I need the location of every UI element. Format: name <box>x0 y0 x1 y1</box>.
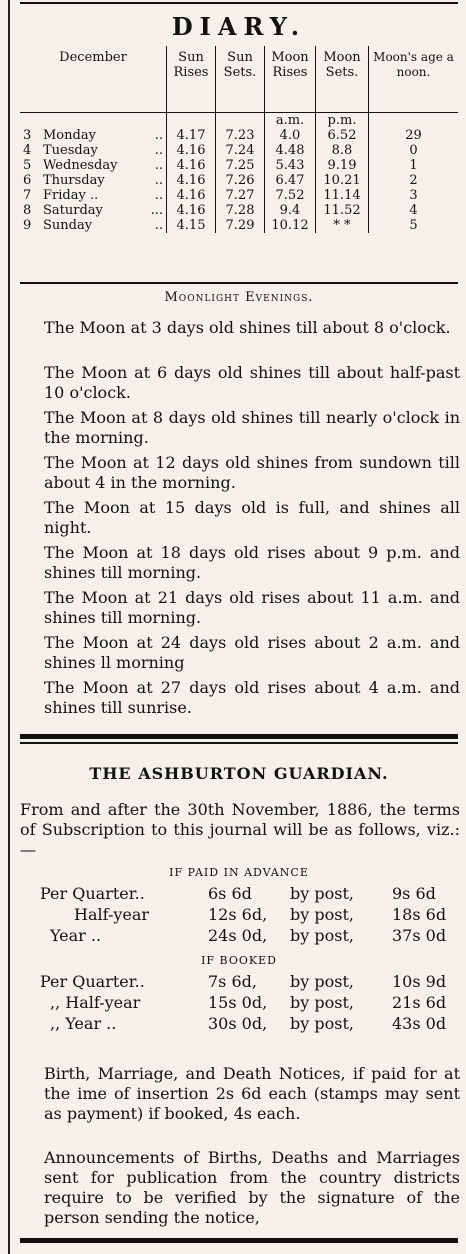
diary-day-name: Monday <box>43 128 96 143</box>
diary-leader-dots: .. <box>154 128 163 143</box>
rate-row <box>20 993 460 1013</box>
moon-paragraph: The Moon at 8 days old shines till nearly o'clock in the morning. <box>44 408 460 447</box>
rate-row <box>20 905 460 925</box>
diary-moonset: 11.14 <box>316 188 369 203</box>
diary-age: 29 <box>369 128 459 143</box>
rate-period: Per Quarter.. <box>40 884 145 903</box>
diary-day <box>20 173 167 188</box>
diary-date: 6 <box>23 173 32 188</box>
diary-sunrise: 4.16 <box>167 143 216 158</box>
rate-period: Half-year <box>74 905 150 924</box>
diary-moonrise: 4.48 <box>265 143 316 158</box>
diary-date: 3 <box>23 128 32 143</box>
diary-leader-dots: .. <box>154 173 163 188</box>
moon-paragraph: The Moon at 27 days old rises about 4 a.m. and shines till sunrise. <box>44 678 460 717</box>
rate-post-label: by post, <box>290 1014 354 1033</box>
diary-age: 2 <box>369 173 459 188</box>
ampm-row <box>20 113 458 129</box>
diary-sunrise: 4.16 <box>167 188 216 203</box>
top-rule <box>20 2 458 4</box>
diary-day <box>20 188 167 203</box>
col-header-sun-rises: Sun Rises <box>167 46 216 113</box>
moon-paragraph: The Moon at 15 days old is full, and shines all night. <box>44 498 460 537</box>
diary-age: 5 <box>369 218 459 233</box>
col-header-december: December <box>20 46 167 113</box>
rate-price: 30s 0d, <box>208 1014 268 1033</box>
advance-heading: IF PAID IN ADVANCE <box>169 866 309 879</box>
rate-period: Year .. <box>50 926 102 945</box>
rate-period: ,, Year .. <box>50 1014 117 1033</box>
rate-price: 15s 0d, <box>208 993 268 1012</box>
moon-paragraph: The Moon at 21 days old rises about 11 a.m. and shines till morning. <box>44 588 460 627</box>
booked-heading: IF BOOKED <box>201 954 277 967</box>
diary-day <box>20 128 167 143</box>
rate-period: Per Quarter.. <box>40 972 145 991</box>
col-header-sun-sets: Sun Sets. <box>216 46 265 113</box>
rate-price: 12s 6d, <box>208 905 268 924</box>
diary-moonrise: 6.47 <box>265 173 316 188</box>
diary-row <box>20 158 458 173</box>
diary-age: 4 <box>369 203 459 218</box>
diary-sunset: 7.26 <box>216 173 265 188</box>
rate-post: 43s 0d <box>392 1014 447 1033</box>
diary-moonset: 10.21 <box>316 173 369 188</box>
diary-day <box>20 158 167 173</box>
diary-sunset: 7.29 <box>216 218 265 233</box>
announcements-paragraph: Announcements of Births, Deaths and Marriages sent for publication from the country districts require to be verified by the signature of the person sending the notice, <box>44 1148 460 1227</box>
moon-paragraph: The Moon at 3 days old shines till about 8 o'clock. <box>44 318 451 337</box>
diary-table <box>20 46 458 233</box>
rate-price: 24s 0d, <box>208 926 268 945</box>
diary-date: 7 <box>23 188 32 203</box>
diary-sunset: 7.28 <box>216 203 265 218</box>
moon-paragraph: The Moon at 18 days old rises about 9 p.m. and shines till morning. <box>44 543 460 582</box>
diary-day-name: Wednesday <box>43 158 118 173</box>
col-header-moon-rises: Moon Rises <box>265 46 316 113</box>
col-header-moon-age: Moon's age a noon. <box>369 46 459 113</box>
diary-sunset: 7.24 <box>216 143 265 158</box>
diary-date: 8 <box>23 203 32 218</box>
diary-moonrise: 9.4 <box>265 203 316 218</box>
diary-sunrise: 4.17 <box>167 128 216 143</box>
diary-leader-dots: .. <box>154 143 163 158</box>
moon-paragraph: The Moon at 12 days old shines from sundown till about 4 in the morning. <box>44 453 460 492</box>
rate-post: 21s 6d <box>392 993 447 1012</box>
section-divider <box>20 734 458 739</box>
diary-day <box>20 203 167 218</box>
diary-sunset: 7.23 <box>216 128 265 143</box>
column-rule <box>8 0 10 1254</box>
rate-post-label: by post, <box>290 905 354 924</box>
diary-age: 0 <box>369 143 459 158</box>
moon-paragraph: The Moon at 6 days old shines till about half-past 10 o'clock. <box>44 363 460 402</box>
diary-day-name: Sunday <box>43 218 93 233</box>
pm-label: p.m. <box>316 113 369 129</box>
diary-date: 4 <box>23 143 32 158</box>
diary-day <box>20 218 167 233</box>
rate-post: 18s 6d <box>392 905 447 924</box>
diary-row <box>20 188 458 203</box>
rate-price: 7s 6d, <box>208 972 257 991</box>
diary-sunset: 7.27 <box>216 188 265 203</box>
diary-row <box>20 128 458 143</box>
rate-post: 9s 6d <box>392 884 436 903</box>
diary-moonset: 6.52 <box>316 128 369 143</box>
diary-leader-dots: .. <box>154 218 163 233</box>
diary-sunrise: 4.16 <box>167 203 216 218</box>
diary-day <box>20 143 167 158</box>
diary-row <box>20 218 458 233</box>
rate-post: 37s 0d <box>392 926 447 945</box>
section-divider-thin <box>20 742 458 744</box>
diary-moonset: * * <box>316 218 369 233</box>
diary-title: DIARY. <box>171 12 307 41</box>
diary-row <box>20 143 458 158</box>
guardian-intro: From and after the 30th November, 1886, the terms of Subscription to this journal will be as follows, viz.:— <box>20 800 460 859</box>
diary-moonset: 11.52 <box>316 203 369 218</box>
moonlight-heading: Moonlight Evenings. <box>164 290 314 305</box>
rate-post-label: by post, <box>290 926 354 945</box>
rate-row <box>20 884 460 904</box>
diary-day-name: Thursday <box>43 173 105 188</box>
rate-period: ,, Half-year <box>50 993 141 1012</box>
diary-bottom-rule <box>20 282 458 284</box>
rate-price: 6s 6d <box>208 884 252 903</box>
diary-age: 1 <box>369 158 459 173</box>
rate-row <box>20 972 460 992</box>
diary-day-name: Saturday <box>43 203 103 218</box>
notices-paragraph: Birth, Marriage, and Death Notices, if paid for at the ime of insertion 2s 6d each (stamps may sent as payment) if booked, 4s each. <box>44 1064 460 1123</box>
rate-post-label: by post, <box>290 993 354 1012</box>
diary-row <box>20 173 458 188</box>
rate-post-label: by post, <box>290 972 354 991</box>
diary-day-name: Tuesday <box>43 143 98 158</box>
rate-row <box>20 1014 460 1034</box>
bottom-rule <box>20 1238 458 1243</box>
diary-moonset: 8.8 <box>316 143 369 158</box>
diary-sunrise: 4.16 <box>167 158 216 173</box>
diary-age: 3 <box>369 188 459 203</box>
moon-paragraph: The Moon at 24 days old rises about 2 a.m. and shines ll morning <box>44 633 460 672</box>
diary-date: 5 <box>23 158 32 173</box>
diary-moonrise: 7.52 <box>265 188 316 203</box>
diary-day-name: Friday .. <box>43 188 99 203</box>
rate-post: 10s 9d <box>392 972 447 991</box>
diary-moonrise: 4.0 <box>265 128 316 143</box>
diary-row <box>20 203 458 218</box>
am-label: a.m. <box>265 113 316 129</box>
rate-row <box>20 926 460 946</box>
diary-leader-dots: ... <box>150 203 163 218</box>
col-header-moon-sets: Moon Sets. <box>316 46 369 113</box>
diary-sunrise: 4.15 <box>167 218 216 233</box>
diary-leader-dots: .. <box>154 188 163 203</box>
diary-sunrise: 4.16 <box>167 173 216 188</box>
diary-moonrise: 5.43 <box>265 158 316 173</box>
diary-header-row <box>20 46 458 113</box>
diary-moonset: 9.19 <box>316 158 369 173</box>
guardian-title: THE ASHBURTON GUARDIAN. <box>89 764 389 783</box>
diary-sunset: 7.25 <box>216 158 265 173</box>
diary-leader-dots: .. <box>154 158 163 173</box>
diary-moonrise: 10.12 <box>265 218 316 233</box>
rate-post-label: by post, <box>290 884 354 903</box>
diary-date: 9 <box>23 218 32 233</box>
